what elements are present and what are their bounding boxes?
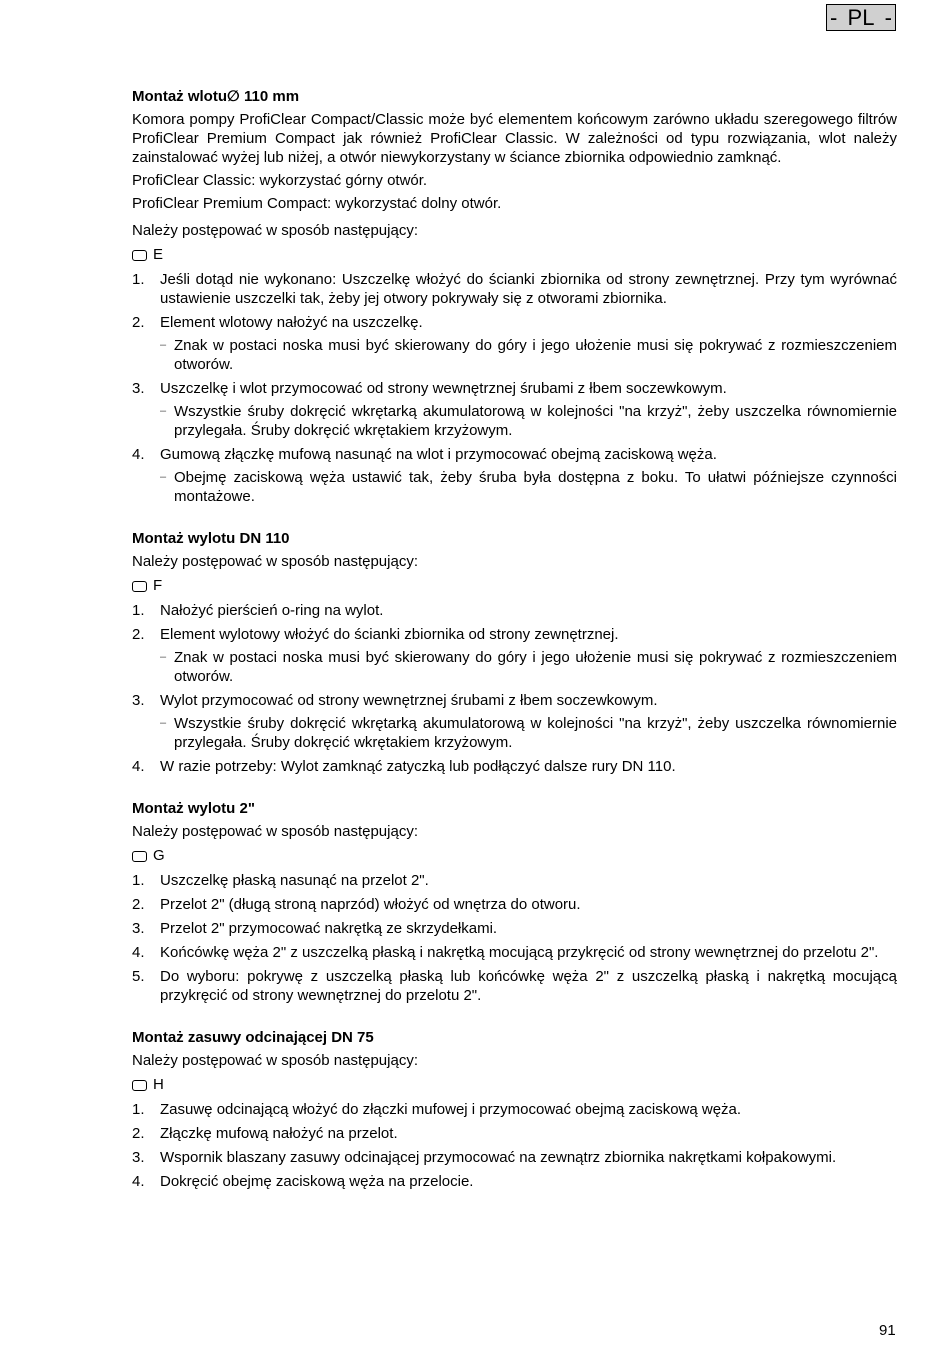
step-text: Uszczelkę płaską nasunąć na przelot 2". (160, 872, 429, 889)
step-text: Element wylotowy włożyć do ścianki zbiornika od strony zewnętrznej. (160, 626, 619, 643)
step-row (132, 943, 897, 962)
step-item (132, 601, 897, 620)
step-item (132, 625, 897, 686)
document-body (132, 86, 897, 1213)
note-text: Wszystkie śruby dokręcić wkrętarką akumulatorową w kolejności "na krzyż", żeby uszczelka równomiernie przylegała. Śruby dokręcić wkrętakiem krzyżowym. (174, 715, 897, 751)
step-text: Przelot 2" (długą stroną naprzód) włożyć od wnętrza do otworu. (160, 896, 581, 913)
lang-dash-left: - (830, 5, 838, 30)
section-title: Montaż wlotu∅ 110 mm (132, 88, 300, 105)
step-row (132, 967, 897, 1005)
step-item (132, 757, 897, 776)
step-note (160, 402, 897, 440)
note-text: Znak w postaci noska musi być skierowany do góry i jego ułożenie musi się pokrywać z rozmieszczeniem otworów. (174, 337, 897, 373)
step-item (132, 1148, 897, 1167)
step-list (132, 871, 897, 1005)
step-list (132, 1100, 897, 1191)
note-dash: – (160, 471, 167, 483)
step-text: Gumową złączkę mufową nasunąć na wlot i przymocować obejmą zaciskową węża. (160, 446, 717, 463)
step-item (132, 313, 897, 374)
note-dash: – (160, 717, 167, 729)
step-text: W razie potrzeby: Wylot zamknąć zatyczką lub podłączyć dalsze rury DN 110. (160, 758, 676, 775)
step-text: Dokręcić obejmę zaciskową węża na przelocie. (160, 1173, 474, 1190)
procedure-intro: Należy postępować w sposób następujący: (132, 553, 418, 570)
figure-label: G (153, 847, 165, 864)
step-note (160, 336, 897, 374)
step-item (132, 1124, 897, 1143)
step-text: Jeśli dotąd nie wykonano: Uszczelkę włożyć do ścianki zbiornika od strony zewnętrznej. Przy tym wyrównać ustawienie uszczelki tak, żeby jej otwory pokrywały się z otworami zbiornika. (160, 271, 897, 307)
section-title: Montaż wylotu DN 110 (132, 530, 290, 547)
step-row (132, 757, 897, 776)
step-note (160, 468, 897, 506)
figure-reference (132, 1074, 897, 1096)
step-number: 4. (132, 1173, 145, 1190)
step-row (132, 919, 897, 938)
instruction-section (132, 798, 897, 1005)
step-text: Przelot 2" przymocować nakrętką ze skrzydełkami. (160, 920, 498, 937)
note-dash: – (160, 339, 167, 351)
lang-code: PL (847, 5, 875, 30)
step-item (132, 919, 897, 938)
step-row (132, 379, 897, 398)
step-number: 3. (132, 920, 145, 937)
step-text: Wylot przymocować od strony wewnętrznej śrubami z łbem soczewkowym. (160, 692, 658, 709)
section-title: Montaż wylotu 2" (132, 800, 255, 817)
step-number: 2. (132, 896, 145, 913)
step-item (132, 967, 897, 1005)
step-item (132, 943, 897, 962)
step-row (132, 1100, 897, 1119)
step-item (132, 691, 897, 752)
procedure-intro: Należy postępować w sposób następujący: (132, 1052, 418, 1069)
note-dash: – (160, 405, 167, 417)
step-row (132, 1124, 897, 1143)
step-number: 1. (132, 271, 145, 288)
figure-icon (132, 1080, 147, 1091)
instruction-section (132, 86, 897, 506)
step-number: 1. (132, 602, 145, 619)
figure-icon (132, 851, 147, 862)
step-text: Wspornik blaszany zasuwy odcinającej przymocować na zewnątrz zbiornika nakrętkami kołpakowymi. (160, 1149, 837, 1166)
step-number: 3. (132, 1149, 145, 1166)
step-number: 3. (132, 692, 145, 709)
step-item (132, 895, 897, 914)
step-number: 2. (132, 626, 145, 643)
step-row (132, 871, 897, 890)
step-text: Do wyboru: pokrywę z uszczelką płaską lub końcówkę węża 2" z uszczelką płaską i nakrętką mocującą przykręcić od strony wewnętrznej do przelotu 2". (160, 968, 897, 1004)
lang-dash-right: - (884, 5, 892, 30)
figure-icon (132, 581, 147, 592)
note-text: Wszystkie śruby dokręcić wkrętarką akumulatorową w kolejności "na krzyż", żeby uszczelka równomiernie przylegała. Śruby dokręcić wkrętakiem krzyżowym. (174, 403, 897, 439)
step-note (160, 714, 897, 752)
step-row (132, 270, 897, 308)
procedure-intro: Należy postępować w sposób następujący: (132, 222, 418, 239)
step-number: 4. (132, 758, 145, 775)
paragraph: Komora pompy ProfiClear Compact/Classic może być elementem końcowym zarówno układu szeregowego filtrów ProfiClear Premium Compact jak również ProfiClear Classic. W zależności od typu rozwiązania, wlot należy zainstalować wyżej lub niżej, a otwór niewykorzystany w ściance zbiornika odpowiednio zamknąć. (132, 111, 897, 166)
step-number: 2. (132, 1125, 145, 1142)
figure-reference (132, 244, 897, 266)
figure-reference (132, 575, 897, 597)
step-number: 3. (132, 380, 145, 397)
step-text: Złączkę mufową nałożyć na przelot. (160, 1125, 398, 1142)
step-text: Uszczelkę i wlot przymocować od strony wewnętrznej śrubami z łbem soczewkowym. (160, 380, 727, 397)
step-number: 5. (132, 968, 145, 985)
step-item (132, 1100, 897, 1119)
step-row (132, 1172, 897, 1191)
step-item (132, 379, 897, 440)
paragraph: ProfiClear Classic: wykorzystać górny otwór. (132, 172, 428, 189)
section-title: Montaż zasuwy odcinającej DN 75 (132, 1029, 374, 1046)
figure-label: E (153, 246, 164, 263)
note-text: Obejmę zaciskową węża ustawić tak, żeby śruba była dostępna z boku. To ułatwi późniejsze czynności montażowe. (174, 469, 897, 505)
step-row (132, 601, 897, 620)
step-row (132, 313, 897, 332)
step-number: 1. (132, 872, 145, 889)
step-text: Nałożyć pierścień o-ring na wylot. (160, 602, 384, 619)
note-text: Znak w postaci noska musi być skierowany do góry i jego ułożenie musi się pokrywać z rozmieszczeniem otworów. (174, 649, 897, 685)
step-row (132, 445, 897, 464)
step-item (132, 445, 897, 506)
step-number: 4. (132, 446, 145, 463)
step-number: 1. (132, 1101, 145, 1118)
page-number: 91 (879, 1322, 896, 1339)
step-item (132, 871, 897, 890)
instruction-section (132, 528, 897, 776)
language-badge (826, 4, 896, 31)
step-list (132, 601, 897, 776)
instruction-section (132, 1027, 897, 1191)
step-text: Element wlotowy nałożyć na uszczelkę. (160, 314, 423, 331)
step-text: Końcówkę węża 2" z uszczelką płaską i nakrętką mocującą przykręcić od strony wewnętrznej do przelotu 2". (160, 944, 879, 961)
step-row (132, 691, 897, 710)
procedure-intro: Należy postępować w sposób następujący: (132, 823, 418, 840)
figure-label: F (153, 577, 163, 594)
paragraph: ProfiClear Premium Compact: wykorzystać dolny otwór. (132, 195, 502, 212)
figure-icon (132, 250, 147, 261)
step-row (132, 1148, 897, 1167)
step-row (132, 625, 897, 644)
step-item (132, 270, 897, 308)
step-row (132, 895, 897, 914)
step-number: 2. (132, 314, 145, 331)
step-item (132, 1172, 897, 1191)
step-number: 4. (132, 944, 145, 961)
step-list (132, 270, 897, 506)
note-dash: – (160, 651, 167, 663)
figure-label: H (153, 1076, 164, 1093)
step-text: Zasuwę odcinającą włożyć do złączki mufowej i przymocować obejmą zaciskową węża. (160, 1101, 742, 1118)
step-note (160, 648, 897, 686)
figure-reference (132, 845, 897, 867)
